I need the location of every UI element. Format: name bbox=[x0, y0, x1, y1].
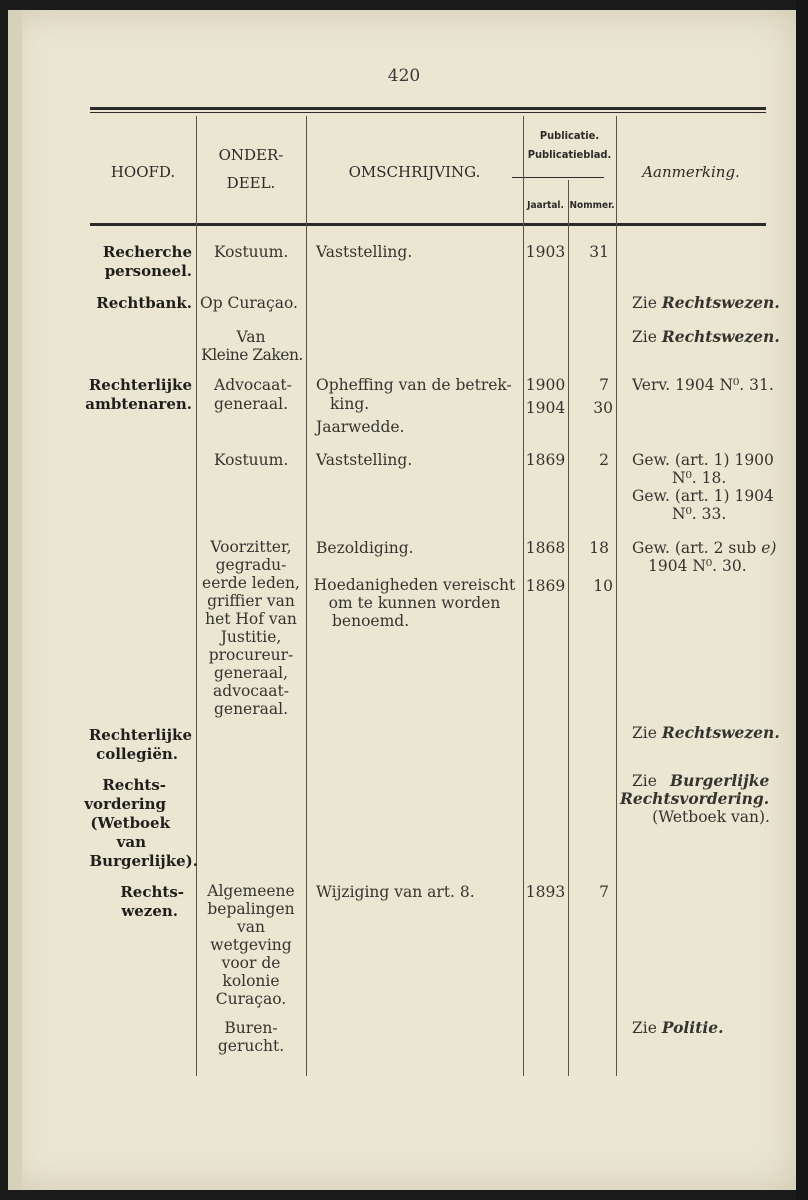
onderdeel-line: advocaat- bbox=[213, 682, 289, 700]
onderdeel-line: griffier van bbox=[207, 592, 295, 610]
onderdeel-line: wetgeving bbox=[210, 936, 292, 954]
onderdeel-line: generaal. bbox=[213, 700, 289, 718]
jaartal: 1893 bbox=[525, 883, 566, 901]
hoofd-line: vordering bbox=[84, 795, 166, 813]
column-divider bbox=[616, 116, 617, 1076]
onderdeel-op-curacao: Op Curaçao. bbox=[200, 294, 298, 312]
zie-label: Zie bbox=[632, 724, 657, 742]
aanmerking-text: Gew. (art. 2 sub bbox=[632, 539, 757, 557]
zie-reference: Rechtswezen. bbox=[661, 293, 780, 312]
omschrijving-line: Hoedanigheden vereischt bbox=[313, 576, 516, 594]
nommer: 7 bbox=[599, 376, 609, 394]
hoofd-rechtsvordering-block bbox=[60, 776, 200, 871]
aanmerking-gew: Gew. (art. 1) 1904 bbox=[632, 487, 774, 505]
zie-label: Zie bbox=[632, 328, 657, 346]
header-nommer: Nommer. bbox=[569, 200, 615, 211]
onderdeel-line: procureur- bbox=[208, 646, 294, 664]
nommer: 2 bbox=[599, 451, 609, 469]
hoofd-line: (Wetboek bbox=[90, 814, 170, 832]
hoofd-line: van bbox=[116, 833, 146, 851]
aanmerking-gew: Gew. (art. 1) 1900 bbox=[632, 451, 774, 469]
hoofd-collegien: collegiën. bbox=[96, 745, 178, 763]
zie-label: Zie bbox=[632, 1019, 657, 1037]
onderdeel-line: het Hof van bbox=[205, 610, 297, 628]
column-divider bbox=[568, 180, 569, 1076]
jaartal: 1904 bbox=[525, 399, 566, 417]
aanmerking-nr: N⁰. 33. bbox=[672, 505, 727, 523]
aanmerking-zie bbox=[632, 293, 780, 313]
publicatie-underline bbox=[512, 177, 604, 178]
header-publicatieblad: Publicatieblad. bbox=[527, 148, 612, 161]
page-binding-edge bbox=[8, 10, 22, 1190]
onderdeel-generaal: generaal. bbox=[214, 395, 289, 413]
header-publicatie: Publicatie. bbox=[539, 129, 600, 142]
omschrijving-line: benoemd. bbox=[332, 612, 410, 630]
omschrijving-opheffing: Opheffing van de betrek- bbox=[316, 376, 512, 394]
hoofd-ambtenaren: ambtenaren. bbox=[85, 395, 192, 413]
omschrijving-vaststelling: Vaststelling. bbox=[316, 243, 413, 261]
zie-reference: Rechtswezen. bbox=[661, 723, 780, 742]
nommer: 7 bbox=[599, 883, 609, 901]
hoofd-line: Burgerlijke). bbox=[89, 852, 198, 870]
omschrijving-hoedanigheden-block bbox=[306, 576, 523, 630]
header-jaartal: Jaartal. bbox=[527, 200, 564, 211]
onderdeel-line: gegradu- bbox=[215, 556, 287, 574]
hoofd-rechtbank: Rechtbank. bbox=[96, 294, 192, 312]
omschrijving-wijziging: Wijziging van art. 8. bbox=[316, 883, 475, 901]
aanmerking-zie bbox=[632, 1018, 724, 1038]
page-number: 420 bbox=[387, 66, 421, 86]
onderdeel-advocaat: Advocaat- bbox=[214, 376, 292, 394]
aanmerking-zie: Zie bbox=[632, 772, 657, 790]
top-thin-rule bbox=[90, 112, 766, 113]
zie-reference: Rechtsvordering. bbox=[620, 789, 770, 808]
header-hoofd: HOOFD. bbox=[110, 163, 176, 181]
onderdeel-kostuum: Kostuum. bbox=[214, 451, 289, 469]
nommer: 30 bbox=[593, 399, 613, 417]
omschrijving-vaststelling: Vaststelling. bbox=[316, 451, 413, 469]
nommer: 10 bbox=[593, 577, 613, 595]
aanmerking-zie bbox=[632, 723, 780, 743]
aanmerking-zie bbox=[632, 327, 780, 347]
onderdeel-line: Voorzitter, bbox=[210, 538, 292, 556]
aanmerking-verv: Verv. 1904 N⁰. 31. bbox=[632, 376, 774, 394]
header-omschrijving: OMSCHRIJVING. bbox=[348, 163, 481, 181]
onderdeel-kleine-zaken: Kleine Zaken. bbox=[201, 346, 303, 364]
onderdeel-line: generaal, bbox=[213, 664, 289, 682]
jaartal: 1903 bbox=[525, 243, 566, 261]
next-page-edge bbox=[796, 0, 808, 1200]
omschrijving-jaarwedde: Jaarwedde. bbox=[316, 418, 405, 436]
onderdeel-line: eerde leden, bbox=[202, 574, 300, 592]
omschrijving-line: om te kunnen worden bbox=[328, 594, 501, 612]
nommer: 31 bbox=[589, 243, 609, 261]
onderdeel-line: bepalingen bbox=[207, 900, 295, 918]
zie-reference: Burgerlijke bbox=[670, 771, 770, 790]
hoofd-rechterlijke: Rechterlijke bbox=[88, 376, 192, 394]
onderdeel-line: voor de bbox=[221, 954, 281, 972]
jaartal: 1869 bbox=[525, 577, 566, 595]
onderdeel-line: Justitie, bbox=[220, 628, 282, 646]
hoofd-rechterlijke: Rechterlijke bbox=[88, 726, 192, 744]
aanmerking-gew bbox=[632, 538, 776, 558]
onderdeel-line: Algemeene bbox=[207, 882, 295, 900]
aanmerking-nr: 1904 N⁰. 30. bbox=[648, 557, 747, 575]
zie-reference: Rechtswezen. bbox=[661, 327, 780, 346]
zie-reference: Politie. bbox=[661, 1018, 724, 1037]
onderdeel-algemeene-block bbox=[196, 882, 306, 1008]
header-bottom-rule bbox=[90, 223, 766, 226]
onderdeel-line: kolonie bbox=[222, 972, 280, 990]
zie-reference: (Wetboek van). bbox=[652, 808, 770, 826]
jaartal: 1868 bbox=[525, 539, 566, 557]
omschrijving-bezoldiging: Bezoldiging. bbox=[316, 539, 414, 557]
hoofd-wezen: wezen. bbox=[121, 902, 178, 920]
onderdeel-kostuum: Kostuum. bbox=[214, 243, 289, 261]
onderdeel-buren: Buren- bbox=[224, 1019, 278, 1037]
header-onderdeel-1: ONDER- bbox=[218, 146, 284, 164]
hoofd-recherche: Recherche bbox=[102, 243, 192, 261]
onderdeel-gerucht: gerucht. bbox=[217, 1037, 285, 1055]
aanmerking-sub: e) bbox=[761, 539, 777, 557]
jaartal: 1900 bbox=[525, 376, 566, 394]
header-aanmerking: Aanmerking. bbox=[642, 163, 740, 181]
hoofd-rechts: Rechts- bbox=[120, 883, 184, 901]
onderdeel-voorzitter-block bbox=[196, 538, 306, 718]
aanmerking-nr: N⁰. 18. bbox=[672, 469, 727, 487]
jaartal: 1869 bbox=[525, 451, 566, 469]
nommer: 18 bbox=[589, 539, 609, 557]
hoofd-line: Rechts- bbox=[102, 776, 166, 794]
zie-label: Zie bbox=[632, 294, 657, 312]
onderdeel-line: van bbox=[237, 918, 265, 936]
hoofd-personeel: personeel. bbox=[104, 262, 192, 280]
omschrijving-king: king. bbox=[330, 395, 370, 413]
top-double-rule bbox=[90, 107, 766, 110]
onderdeel-line: Curaçao. bbox=[215, 990, 287, 1008]
header-onderdeel-2: DEEL. bbox=[226, 174, 276, 192]
onderdeel-van: Van bbox=[236, 328, 266, 346]
